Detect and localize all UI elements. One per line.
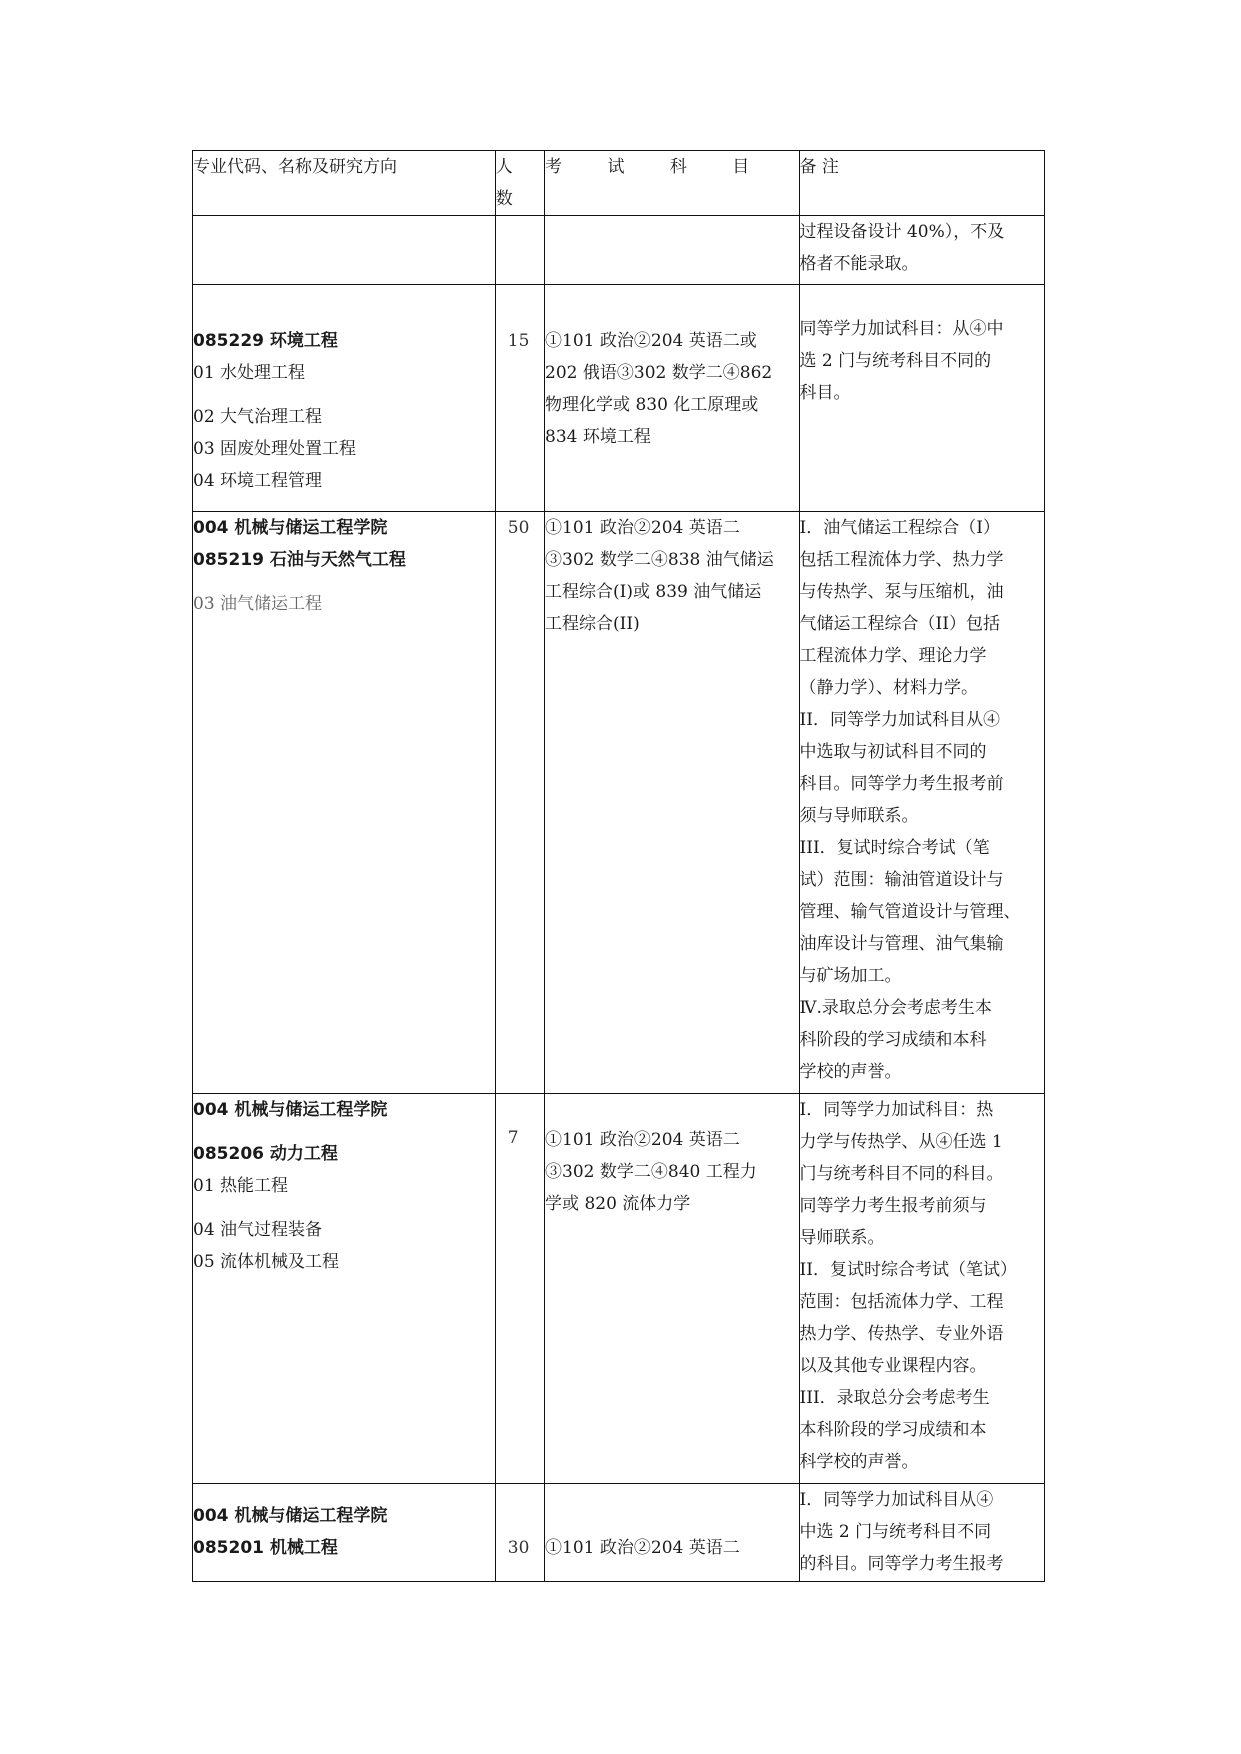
note-line: 中选 2 门与统考科目不同 [799,1522,992,1542]
note-line: 同等学力考生报考前须与 [799,1196,987,1216]
note-line: 科学校的声誉。 [799,1452,919,1472]
exam-line: 物理化学或 830 化工原理或 [545,395,759,415]
table-row [193,1094,1045,1484]
exam-line: 202 俄语③302 数学二④862 [545,363,773,383]
college-name: 004 机械与储运工程学院 [193,518,388,538]
exam-line: ①101 政治②204 英语二 [545,1538,740,1558]
header-major: 专业代码、名称及研究方向 [193,151,496,216]
note-line: 试）范围：输油管道设计与 [799,870,1004,890]
enrollment-count: 50 [507,518,530,538]
note-line: Ⅳ.录取总分会考虑考生本 [799,998,992,1018]
note-line: I．同等学力加试科目从④ [799,1490,994,1510]
table-row [193,1484,1045,1582]
major-cell [193,1094,496,1484]
major-cell [193,216,496,285]
note-line: III．录取总分会考虑考生 [799,1388,990,1408]
exam-cell [545,216,799,285]
note-line: 科阶段的学习成绩和本科 [799,1030,987,1050]
table-row [193,285,1045,512]
exam-line: 学或 820 流体力学 [545,1194,691,1214]
note-cell [799,512,1044,1094]
note-line: 以及其他专业课程内容。 [799,1356,987,1376]
note-line: （静力学）、材料力学。 [799,678,979,698]
note-cell [799,1094,1044,1484]
count-cell [495,512,544,1094]
note-line: 须与导师联系。 [799,806,919,826]
exam-line: ①101 政治②204 英语二 [545,518,740,538]
college-name: 004 机械与储运工程学院 [193,1506,388,1526]
header-note: 备 注 [799,151,1044,216]
exam-cell [545,1094,799,1484]
note-line: I．油气储运工程综合（I） [799,518,1000,538]
note-line: I．同等学力加试科目：热 [799,1100,994,1120]
note-cell [799,216,1044,285]
note-line: 格者不能录取。 [799,254,919,274]
note-line: 导师联系。 [799,1228,885,1248]
college-name: 004 机械与储运工程学院 [193,1100,388,1120]
major-code-name: 085219 石油与天然气工程 [193,550,406,570]
note-line: 气储运工程综合（II）包括 [799,614,1000,634]
note-line: 中选取与初试科目不同的 [799,742,987,762]
exam-line: ①101 政治②204 英语二或 [545,331,757,351]
direction: 05 流体机械及工程 [193,1252,340,1272]
note-line: 工程流体力学、理论力学 [799,646,987,666]
enrollment-count: 7 [507,1128,519,1148]
count-cell [495,285,544,512]
enrollment-count: 30 [507,1538,530,1558]
direction: 04 油气过程装备 [193,1220,323,1240]
exam-line: ①101 政治②204 英语二 [545,1130,740,1150]
note-line: 科目。 [799,383,851,403]
major-code-name: 085201 机械工程 [193,1538,338,1558]
note-line: 过程设备设计 40%），不及 [799,222,1005,242]
direction: 02 大气治理工程 [193,407,323,427]
major-cell [193,285,496,512]
note-line: II．复试时综合考试（笔试） [799,1260,1017,1280]
note-line: 科目。同等学力考生报考前 [799,774,1004,794]
major-code-name: 085229 环境工程 [193,331,338,351]
note-line: 的科目。同等学力考生报考 [799,1554,1004,1574]
header-exam: 考 试 科 目 [545,151,799,216]
direction: 01 热能工程 [193,1176,289,1196]
exam-cell [545,512,799,1094]
note-line: 门与统考科目不同的科目。 [799,1164,1004,1184]
direction: 03 固废处理处置工程 [193,439,357,459]
direction: 03 油气储运工程 [193,594,323,614]
table-row [193,216,1045,285]
header-count-line1: 人 [495,157,513,177]
exam-line: 工程综合(I)或 839 油气储运 [545,582,762,602]
exam-line: ③302 数学二④840 工程力 [545,1162,757,1182]
note-line: 油库设计与管理、油气集输 [799,934,1004,954]
note-line: 力学与传热学、从④任选 1 [799,1132,1003,1152]
major-cell [193,1484,496,1582]
exam-line: ③302 数学二④838 油气储运 [545,550,774,570]
admissions-table [192,150,1045,1582]
note-cell [799,285,1044,512]
direction: 04 环境工程管理 [193,471,323,491]
exam-line: 工程综合(II) [545,614,640,634]
note-line: 与传热学、泵与压缩机，油 [799,582,1004,602]
note-line: 同等学力加试科目：从④中 [799,319,1004,339]
exam-line: 834 环境工程 [545,427,651,447]
count-cell [495,1484,544,1582]
major-code-name: 085206 动力工程 [193,1144,338,1164]
exam-cell [545,1484,799,1582]
header-count-line2: 数 [495,189,513,209]
major-cell [193,512,496,1094]
note-line: 选 2 门与统考科目不同的 [799,351,992,371]
exam-cell [545,285,799,512]
note-line: 包括工程流体力学、热力学 [799,550,1004,570]
count-cell [495,216,544,285]
direction: 01 水处理工程 [193,363,306,383]
note-line: 管理、输气管道设计与管理、 [799,902,1021,922]
note-line: II．同等学力加试科目从④ [799,710,1000,730]
note-cell [799,1484,1044,1582]
count-cell [495,1094,544,1484]
note-line: 学校的声誉。 [799,1062,902,1082]
note-line: 本科阶段的学习成绩和本 [799,1420,987,1440]
enrollment-count: 15 [507,331,530,351]
note-line: 与矿场加工。 [799,966,902,986]
table-row [193,512,1045,1094]
table-header-row [193,151,1045,216]
header-count [495,151,544,216]
note-line: III．复试时综合考试（笔 [799,838,990,858]
note-line: 热力学、传热学、专业外语 [799,1324,1004,1344]
note-line: 范围：包括流体力学、工程 [799,1292,1004,1312]
